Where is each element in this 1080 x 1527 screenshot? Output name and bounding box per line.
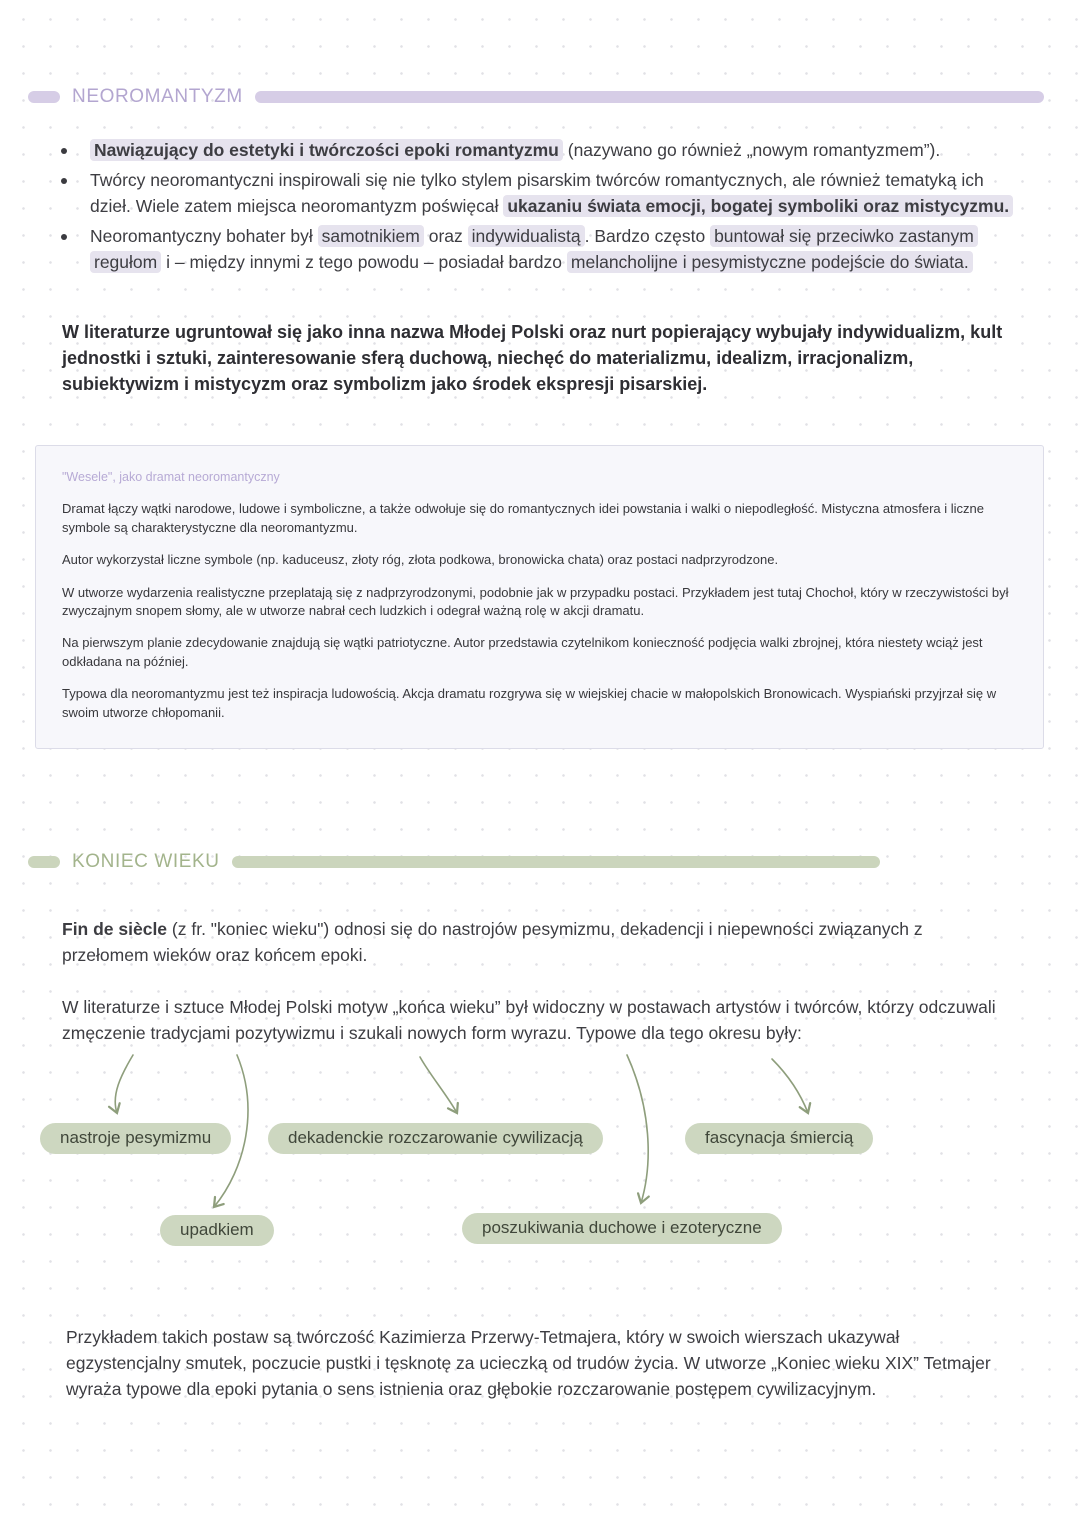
box-paragraph: Autor wykorzystał liczne symbole (np. kaduceusz, złoty róg, złota podkowa, bronowicka chata) oraz postaci nadprzyrodzone. — [62, 552, 779, 568]
highlighted-text: ukazaniu świata emocji, bogatej symboliki oraz mistycyzmu. — [503, 195, 1013, 217]
highlighted-text: buntował się przeciwko zastanym regułom — [90, 225, 978, 272]
summary-paragraph: W literaturze ugruntował się jako inna nazwa Młodej Polski oraz nurt popierający wybujały indywidualizm, kult jednostki i sztuki, zainteresowanie sferą duchową, niechęć do materializmu, idealizm, irracjonalizm, subiektywizm i mistycyzm oraz symbolizm jako środek ekspresji pisarskiej. — [62, 321, 1003, 395]
diagram-pill-dekadenckie-rozczarowanie: dekadenckie rozczarowanie cywilizacją — [268, 1123, 603, 1154]
concept-diagram — [0, 1053, 1080, 1273]
plain-text: Twórcy neoromantyczni inspirowali się nie tylko stylem pisarskim twórców romantycznych, ale również tematyką ich dzieł. Wiele zatem miejsca neoromantyzm poświęcał — [90, 170, 984, 216]
diagram-pill-nastroje-pesymizmu: nastroje pesymizmu — [40, 1123, 231, 1154]
highlighted-text: Nawiązujący do estetyki i twórczości epoki romantyzmu — [90, 139, 563, 161]
bullet-list — [58, 138, 1014, 275]
box-paragraph: Typowa dla neoromantyzmu jest też inspiracja ludowością. Akcja dramatu rozgrywa się w wiejskiej chacie w małopolskich Bronowicach. Wyspiański przyjrzał się w swoim utworze chłopomanii. — [62, 686, 997, 720]
box-paragraph: W utworze wydarzenia realistyczne przeplatają się z nadprzyrodzonymi, podobnie jak w przypadku postaci. Przykładem jest tutaj Chochoł, który w rzeczywistości był zwyczajnym snopem słomy, ale w utworze nabrał cech ludzkich i odegrał ważną rolę w akcji dramatu. — [62, 584, 1009, 618]
heading-left-pill — [28, 91, 60, 103]
arrow-to-nastroje — [115, 1055, 133, 1113]
motif-paragraph: W literaturze i sztuce Młodej Polski motyw „końca wieku” był widoczny w postawach artystów i twórców, którzy odczuwali zmęczenie tradycjami pozytywizmu i szukali nowych form wyrazu. Typowe dla tego okresu były: — [62, 997, 996, 1043]
plain-text: i – między innymi z tego powodu – posiadał bardzo — [161, 251, 567, 272]
section-heading-koniec-wieku — [28, 851, 1044, 873]
arrow-to-poszukiwania — [627, 1055, 648, 1203]
arrow-to-fascynacja — [772, 1059, 808, 1113]
highlighted-text: melancholijne i pesymistyczne podejście do świata. — [567, 251, 973, 273]
fin-de-siecle-term: Fin de siècle — [62, 919, 168, 940]
diagram-pill-upadkiem: upadkiem — [160, 1215, 274, 1246]
box-paragraph: Dramat łączy wątki narodowe, ludowe i symboliczne, a także odwołuje się do romantycznych idei powstania i walki o niepodległość. Mistyczna atmosfera i liczne symbole są charakterystyczne dla neoromantyzmu. — [62, 501, 984, 535]
section-heading-neoromantyzm — [28, 86, 1044, 108]
plain-text: . Bardzo często — [584, 226, 711, 247]
fin-de-siecle-paragraph — [62, 917, 1010, 969]
section-koniec-wieku — [0, 851, 1080, 1402]
plain-text: oraz — [423, 226, 468, 247]
tetmajer-paragraph: Przykładem takich postaw są twórczość Kazimierza Przerwy-Tetmajera, który w swoich wierszach ukazywał egzystencjalny smutek, poczucie pustki i tęsknotę za ucieczką od trudów życia. W utworze „Koniec wieku XIX” Tetmajer wyraża typowe dla epoki pytania o sens istnienia oraz głębokie rozczarowanie postępem cywilizacyjnym. — [66, 1326, 991, 1399]
diagram-pill-fascynacja-smiercia: fascynacja śmiercią — [685, 1123, 873, 1154]
section-title-neoromantyzm: NEOROMANTYZM — [72, 86, 243, 107]
plain-text: (z fr. "koniec wieku") odnosi się do nastrojów pesymizmu, dekadencji i niepewności związanych z przełomem wieków oraz końcem epoki. — [62, 919, 923, 966]
heading-bar — [255, 91, 1044, 103]
arrow-to-dekadenckie — [420, 1057, 457, 1113]
wesele-note-box — [35, 445, 1044, 749]
bullet-item — [58, 168, 1014, 219]
highlighted-text: samotnikiem — [318, 225, 424, 247]
box-title: "Wesele", jako dramat neoromantyczny — [62, 470, 280, 485]
plain-text: Neoromantyczny bohater był — [90, 226, 318, 247]
section-title-koniec-wieku: KONIEC WIEKU — [72, 851, 220, 873]
bullet-item — [58, 224, 1014, 275]
bullet-item — [58, 138, 1014, 163]
box-paragraph: Na pierwszym planie zdecydowanie znajdują się wątki patriotyczne. Autor przedstawia czytelnikom konieczność podjęcia walki zbrojnej, która niestety wciąż jest odkładana na później. — [62, 635, 983, 669]
heading-bar — [232, 856, 880, 868]
diagram-pill-poszukiwania-duchowe: poszukiwania duchowe i ezoteryczne — [462, 1213, 782, 1244]
heading-left-pill — [28, 856, 60, 868]
highlighted-text: indywidualistą — [468, 225, 585, 247]
section-neoromantyzm — [0, 86, 1080, 749]
plain-text: (nazywano go również „nowym romantyzmem”). — [562, 140, 941, 160]
